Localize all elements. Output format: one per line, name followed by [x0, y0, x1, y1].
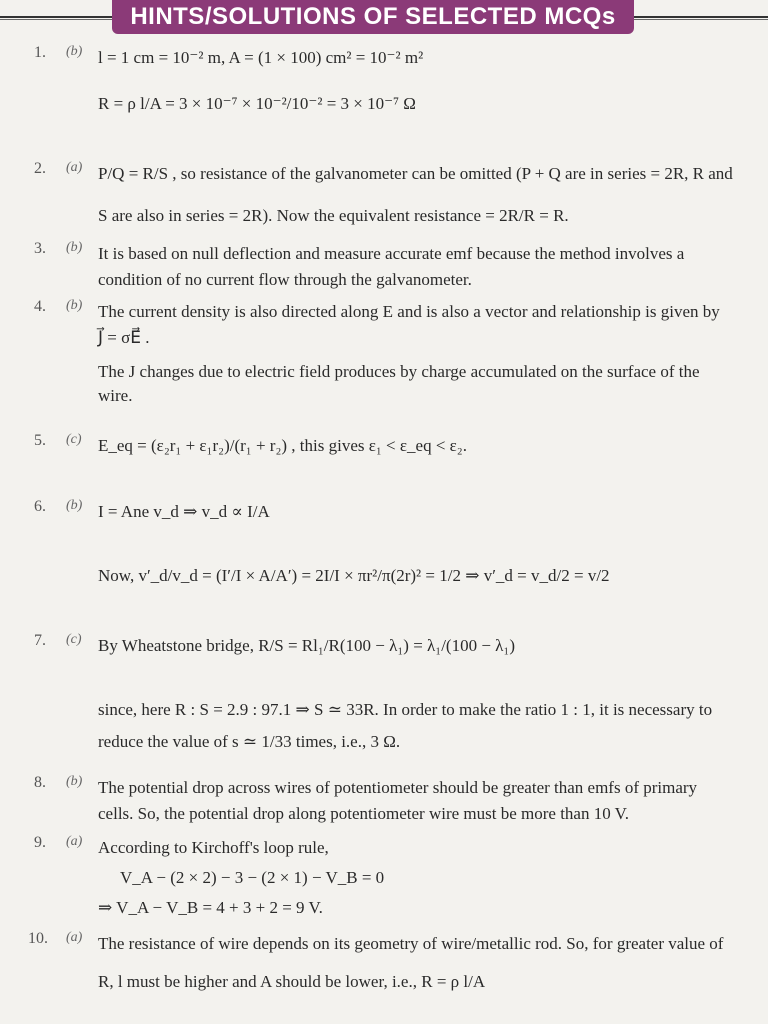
question-number: 9.: [34, 834, 46, 851]
answer-option: (b): [66, 774, 83, 789]
solution-line: reduce the value of s ≃ 1/33 times, i.e., 3 Ω.: [98, 732, 401, 751]
question-number: 3.: [34, 240, 46, 257]
solution-line: The potential drop across wires of potentiometer should be greater than emfs of primary: [98, 778, 698, 797]
answer-option: (a): [66, 834, 83, 849]
solution-line: The resistance of wire depends on its geometry of wire/metallic rod. So, for greater value of: [98, 934, 724, 953]
section-title-banner: HINTS/SOLUTIONS OF SELECTED MCQs: [112, 0, 634, 34]
solution-line: S are also in series = 2R). Now the equivalent resistance = 2R/R = R.: [98, 206, 569, 225]
answer-option: (b): [66, 298, 83, 313]
solution-line: J⃗ = σE⃗ .: [98, 328, 150, 347]
question-number: 6.: [34, 498, 46, 515]
question-number: 5.: [34, 432, 46, 449]
answer-option: (c): [66, 432, 82, 447]
question-number: 1.: [34, 44, 46, 61]
answer-option: (a): [66, 930, 83, 945]
solution-line: E_eq = (ε₂r₁ + ε₁r₂)/(r₁ + r₂) , this gives ε₁ < ε_eq < ε₂.: [98, 436, 467, 455]
solution-line: R, l must be higher and A should be lower, i.e., R = ρ l/A: [98, 972, 486, 991]
answer-option: (b): [66, 240, 83, 255]
solution-line: The current density is also directed along E and is also a vector and relationship is given by: [98, 302, 720, 321]
solution-line: V_A − (2 × 2) − 3 − (2 × 1) − V_B = 0: [120, 868, 385, 887]
solution-line: It is based on null deflection and measure accurate emf because the method involves a: [98, 244, 685, 263]
answer-option: (b): [66, 498, 83, 513]
solution-line: since, here R : S = 2.9 : 97.1 ⇒ S ≃ 33R. In order to make the ratio 1 : 1, it is necessary to: [98, 700, 713, 719]
solution-line: P/Q = R/S , so resistance of the galvanometer can be omitted (P + Q are in series = 2R, R and: [98, 164, 733, 183]
solution-line: According to Kirchoff's loop rule,: [98, 838, 329, 857]
solution-line: Now, v′_d/v_d = (I′/I × A/A′) = 2I/I × πr²/π(2r)² = 1/2 ⇒ v′_d = v_d/2 = v/2: [98, 566, 610, 585]
solution-line: ⇒ V_A − V_B = 4 + 3 + 2 = 9 V.: [98, 898, 323, 917]
question-number: 2.: [34, 160, 46, 177]
question-number: 10.: [28, 930, 48, 947]
question-number: 7.: [34, 632, 46, 649]
solution-line: cells. So, the potential drop along potentiometer wire must be more than 10 V.: [98, 804, 629, 823]
solution-line: condition of no current flow through the galvanometer.: [98, 270, 472, 289]
solution-line: I = Ane v_d ⇒ v_d ∝ I/A: [98, 502, 270, 521]
solution-line: wire.: [98, 386, 133, 405]
solution-line: R = ρ l/A = 3 × 10⁻⁷ × 10⁻²/10⁻² = 3 × 10⁻⁷ Ω: [98, 94, 416, 113]
question-number: 8.: [34, 774, 46, 791]
question-number: 4.: [34, 298, 46, 315]
answer-option: (b): [66, 44, 83, 59]
solution-line: l = 1 cm = 10⁻² m, A = (1 × 100) cm² = 10⁻² m²: [98, 48, 424, 67]
solution-line: The J changes due to electric field produces by charge accumulated on the surface of the: [98, 362, 700, 381]
answer-option: (a): [66, 160, 83, 175]
solution-line: By Wheatstone bridge, R/S = Rl₁/R(100 − λ₁) = λ₁/(100 − λ₁): [98, 636, 515, 655]
answer-option: (c): [66, 632, 82, 647]
